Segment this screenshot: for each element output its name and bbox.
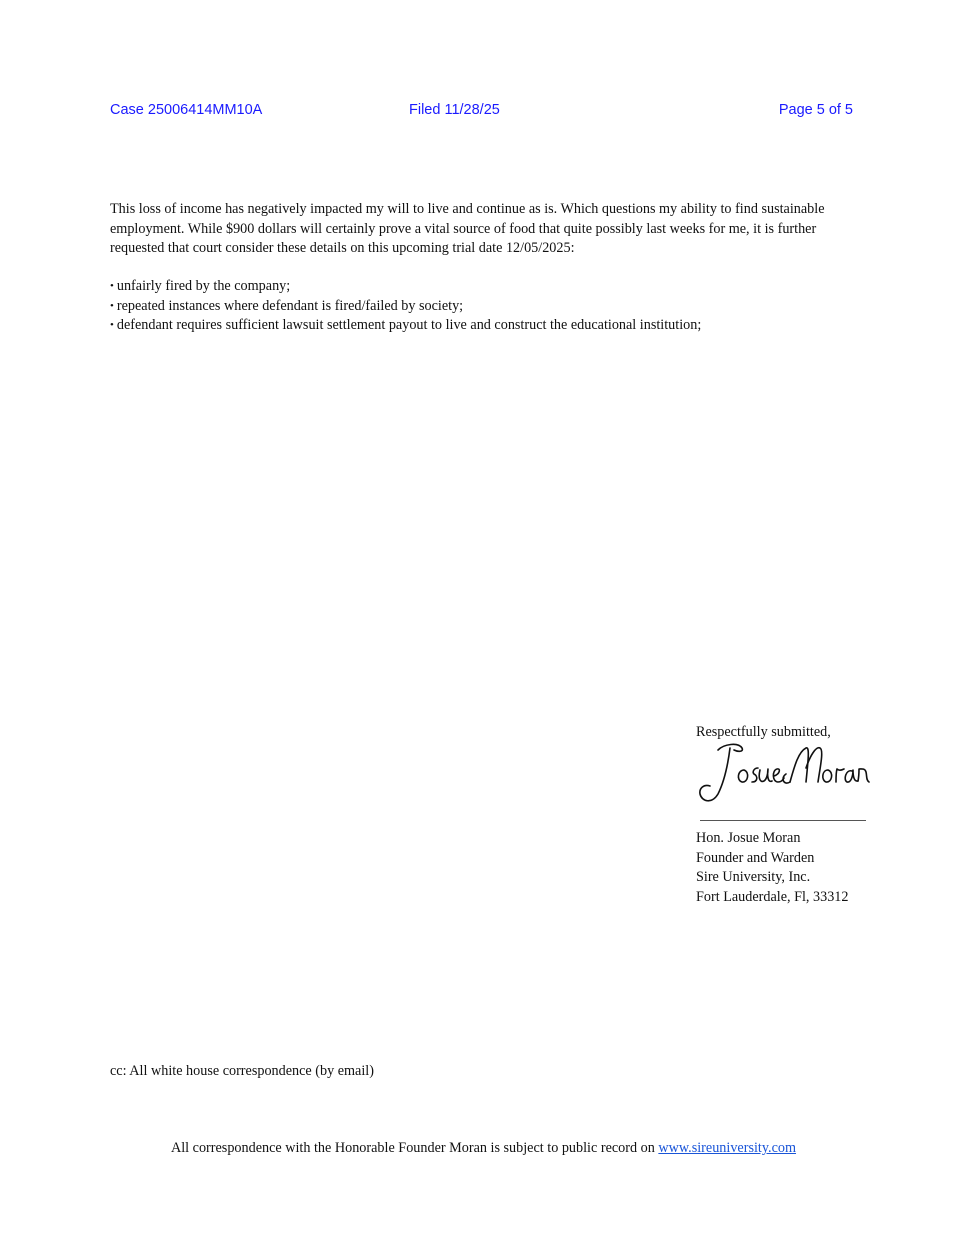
closing-salutation: Respectfully submitted,	[696, 724, 831, 740]
cc-line: cc: All white house correspondence (by email)	[110, 1063, 374, 1079]
footer-text: All correspondence with the Honorable Founder Moran is subject to public record on	[170, 1140, 659, 1156]
website-link[interactable]: www.sireuniversity.com	[658, 1140, 797, 1156]
page-number: Page 5 of 5	[778, 102, 853, 118]
signatory-name: Hon. Josue Moran	[696, 830, 801, 846]
bullet-icon: •	[110, 299, 114, 312]
handwritten-signature	[694, 738, 870, 808]
signatory-location: Fort Lauderdale, Fl, 33312	[696, 888, 849, 905]
list-item	[110, 297, 860, 317]
body-paragraph: This loss of income has negatively impacted my will to live and continue as is. Which questions my ability to find sustainable employment. While $900 dollars will certainly prove a vital source of food that quite possibly last weeks for me, it is further requested that court consider these details on this upcoming trial date 12/05/2025:	[110, 201, 825, 257]
list-item	[110, 316, 860, 336]
filed-date: Filed 11/28/25	[409, 102, 500, 118]
list-item-text: repeated instances where defendant is fired/failed by society;	[116, 297, 464, 314]
case-number: Case 25006414MM10A	[110, 102, 263, 118]
signatory-block	[696, 829, 849, 907]
list-item-text: defendant requires sufficient lawsuit settlement payout to live and construct the educational institution;	[116, 317, 702, 334]
signature-line	[700, 820, 866, 821]
signatory-organization: Sire University, Inc.	[696, 869, 811, 886]
bullet-icon: •	[110, 280, 114, 292]
page-header	[110, 102, 853, 122]
bullet-icon: •	[110, 319, 114, 332]
page-footer	[0, 1139, 967, 1159]
bullet-list	[110, 277, 860, 336]
signatory-title: Founder and Warden	[696, 849, 815, 866]
list-item-text: unfairly fired by the company;	[116, 278, 291, 294]
list-item	[110, 277, 860, 297]
